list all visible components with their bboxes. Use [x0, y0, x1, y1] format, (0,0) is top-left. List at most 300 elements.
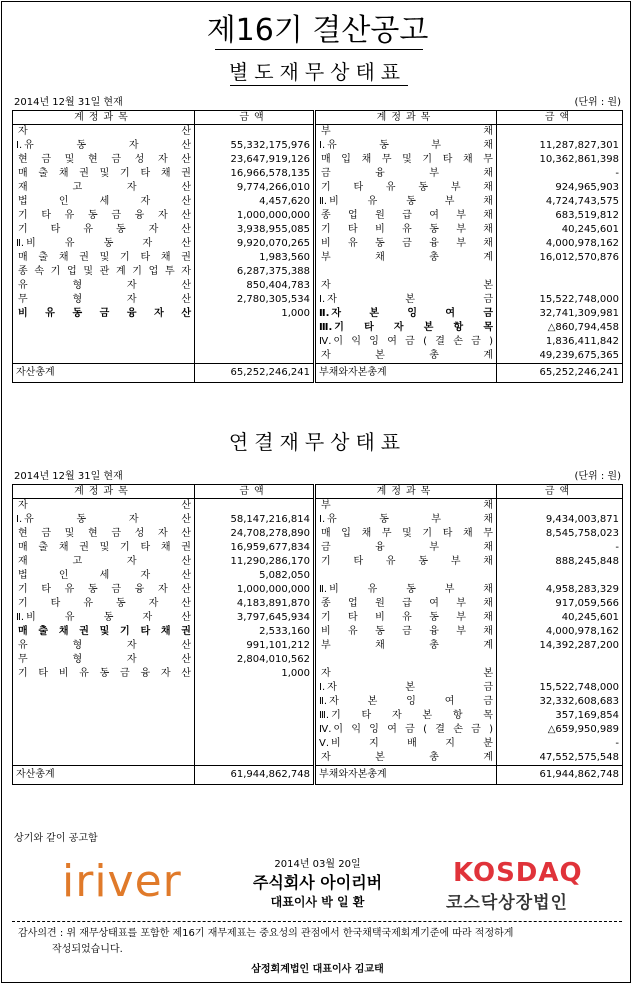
amount-cell: 32,741,309,981: [539, 308, 619, 319]
divider: [12, 921, 622, 922]
amount-cell: [195, 335, 315, 349]
table-row: [13, 293, 623, 307]
roman-numeral: Ⅰ.: [319, 140, 326, 151]
roman-numeral: Ⅳ.: [319, 724, 332, 735]
roman-numeral: Ⅰ.: [319, 294, 326, 305]
roman-numeral: Ⅴ.: [319, 738, 330, 749]
separate-unit: (단위 : 원): [574, 97, 621, 108]
account-label: 종 업 원 급 여 부 채: [321, 210, 493, 221]
table-row: [13, 541, 623, 555]
audit-opinion: [18, 926, 608, 958]
table-row: [13, 737, 623, 751]
account-label: 비 유 동 부 채: [329, 196, 493, 207]
total-label-text: 부 채 와 자 본 총 계: [319, 769, 387, 780]
account-label: 현 금 및 현 금 성 자 산: [18, 154, 191, 165]
table-row: [13, 279, 623, 293]
account-cell: [315, 209, 497, 223]
account-label: 비 유 동 금 융 부 채: [321, 626, 493, 637]
table-row: [13, 265, 623, 279]
amount-cell: 6,287,375,388: [195, 265, 315, 279]
account-cell: [13, 625, 195, 639]
account-label: 비 유 동 금 융 자 산: [18, 308, 191, 319]
audit-opinion-line: 작성되었습니다.: [52, 944, 123, 955]
account-label: 매 입 채 무 및 기 타 채 무: [321, 154, 493, 165]
account-label: 매 출 채 권 및 기 타 채 권: [18, 168, 191, 179]
account-label: 비 유 동 자 산: [26, 612, 191, 623]
account-cell: [315, 541, 497, 555]
account-cell: [13, 611, 195, 625]
amount-cell: [497, 653, 623, 667]
account-cell: [315, 667, 497, 681]
account-label: 자 본 금: [327, 682, 493, 693]
account-cell: [13, 597, 195, 611]
account-cell: [13, 639, 195, 653]
account-label: 재 고 자 산: [18, 182, 191, 193]
amount-cell: 9,434,003,871: [545, 514, 619, 525]
amount-cell: 4,183,891,870: [195, 597, 315, 611]
total-label-text: 자 산 총 계: [16, 769, 55, 780]
account-cell: [315, 513, 497, 527]
amount-cell: 4,724,743,575: [545, 196, 619, 207]
account-cell: [13, 279, 195, 293]
header-amount: 금액: [497, 111, 623, 125]
kosdaq-logo: KOSDAQ: [453, 858, 583, 888]
total-amount: 65,252,246,241: [497, 364, 623, 383]
account-label: 자 본 금: [327, 294, 493, 305]
account-label: 기 타 자 본 항 목: [331, 710, 493, 721]
account-label: 자 본 잉 여 금: [329, 696, 493, 707]
account-cell: [13, 555, 195, 569]
account-label: 이 익 잉 여 금 ( 결 손 금 ): [333, 336, 493, 347]
account-cell: [13, 335, 195, 349]
amount-cell: 10,362,861,398: [539, 154, 619, 165]
account-label: 비 유 동 부 채: [329, 584, 493, 595]
account-cell: [315, 251, 497, 265]
amount-cell: 1,000: [195, 307, 315, 321]
amount-cell: 23,647,919,126: [195, 153, 315, 167]
amount-cell: 888,245,848: [555, 556, 619, 567]
amount-cell: [497, 667, 623, 681]
account-label: 유 형 자 산: [18, 640, 191, 651]
consolidated-balance-table: [12, 484, 623, 785]
total-row: [13, 364, 623, 383]
total-amount: 61,944,862,748: [195, 766, 315, 785]
amount-cell: 924,965,903: [555, 182, 619, 193]
table-row: [13, 499, 623, 514]
account-cell: [315, 307, 497, 321]
table-row: [13, 667, 623, 681]
amount-cell: 47,552,575,548: [539, 752, 619, 763]
table-row: [13, 695, 623, 709]
account-cell: [315, 335, 497, 349]
account-cell: [13, 499, 195, 514]
account-cell: [315, 737, 497, 751]
amount-cell: [195, 681, 315, 695]
account-cell: [315, 723, 497, 737]
amount-cell: [195, 499, 315, 514]
account-label: 기 타 유 동 자 산: [18, 598, 191, 609]
account-cell: [13, 321, 195, 335]
account-cell: [315, 293, 497, 307]
account-label: 유 동 자 산: [24, 140, 191, 151]
company-name: 주식회사 아이리버: [252, 873, 383, 892]
amount-cell: 16,012,570,876: [539, 252, 619, 263]
amount-cell: 850,404,783: [195, 279, 315, 293]
amount-cell: 11,287,827,301: [539, 140, 619, 151]
header-account: 계정과목: [315, 485, 497, 499]
amount-cell: [195, 751, 315, 765]
roman-numeral: Ⅱ.: [16, 612, 25, 623]
account-label: 비 지 배 지 분: [331, 738, 493, 749]
table-row: [13, 653, 623, 667]
separate-balance-table: [12, 110, 623, 383]
amount-cell: 14,392,287,200: [539, 640, 619, 651]
amount-cell: 3,938,955,085: [195, 223, 315, 237]
account-cell: [13, 569, 195, 583]
ceo-name: 대표이사 박 일 환: [270, 895, 365, 909]
account-label: 재 고 자 산: [18, 556, 191, 567]
account-label: 이 익 잉 여 금 ( 결 손 금 ): [333, 724, 493, 735]
account-label: 자 본 총 계: [321, 350, 493, 361]
roman-numeral: Ⅲ.: [319, 322, 333, 333]
account-label: 자 산: [18, 126, 191, 137]
account-cell: [315, 279, 497, 293]
amount-cell: -: [615, 542, 619, 553]
amount-cell: 2,804,010,562: [195, 653, 315, 667]
amount-cell: -: [615, 168, 619, 179]
account-cell: [315, 653, 497, 667]
account-cell: [13, 695, 195, 709]
amount-cell: 683,519,812: [555, 210, 619, 221]
account-cell: [13, 167, 195, 181]
table-row: [13, 321, 623, 335]
amount-cell: [195, 349, 315, 363]
amount-cell: [497, 265, 623, 279]
account-label: 매 입 채 무 및 기 타 채 무: [321, 528, 493, 539]
amount-cell: 3,797,645,934: [195, 611, 315, 625]
account-label: 부 채 총 계: [321, 252, 493, 263]
amount-cell: 5,082,050: [195, 569, 315, 583]
table-row: [13, 209, 623, 223]
roman-numeral: Ⅱ.: [319, 308, 330, 319]
account-cell: [315, 751, 497, 765]
account-cell: [13, 265, 195, 279]
account-label: 기 타 유 동 자 산: [18, 224, 191, 235]
account-cell: [13, 139, 195, 153]
account-cell: [315, 527, 497, 541]
account-cell: [315, 237, 497, 251]
table-row: [13, 167, 623, 181]
roman-numeral: Ⅰ.: [319, 682, 326, 693]
account-label: 법 인 세 자 산: [18, 196, 191, 207]
account-cell: [315, 569, 497, 583]
amount-cell: [195, 125, 315, 140]
table-header-row: [13, 111, 623, 125]
account-label: 부 채 총 계: [321, 640, 493, 651]
amount-cell: [195, 737, 315, 751]
amount-cell: 991,101,212: [195, 639, 315, 653]
account-label: 기 타 유 동 부 채: [321, 182, 493, 193]
amount-cell: 357,169,854: [555, 710, 619, 721]
roman-numeral: Ⅱ.: [16, 238, 25, 249]
account-label: 금 융 부 채: [321, 168, 493, 179]
roman-numeral: Ⅱ.: [319, 696, 328, 707]
account-cell: [315, 181, 497, 195]
account-label: 금 융 부 채: [321, 542, 493, 553]
amount-cell: 9,774,266,010: [195, 181, 315, 195]
amount-cell: [195, 695, 315, 709]
table-row: [13, 751, 623, 765]
amount-cell: 40,245,601: [561, 224, 619, 235]
table-row: [13, 125, 623, 140]
table-row: [13, 223, 623, 237]
total-amount: 65,252,246,241: [195, 364, 315, 383]
amount-cell: 2,780,305,534: [195, 293, 315, 307]
account-cell: [13, 251, 195, 265]
account-cell: [13, 209, 195, 223]
table-header-row: [13, 485, 623, 499]
total-label: [315, 766, 497, 785]
account-cell: [315, 125, 497, 140]
account-label: 유 동 부 채: [327, 514, 493, 525]
account-label: 자 본: [321, 668, 493, 679]
account-cell: [315, 709, 497, 723]
account-label: 자 산: [18, 500, 191, 511]
account-label: 유 동 부 채: [327, 140, 493, 151]
account-cell: [13, 293, 195, 307]
auditor-name: 삼정회계법인 대표이사 김교태: [251, 964, 384, 975]
header-amount: 금액: [195, 485, 315, 499]
amount-cell: 15,522,748,000: [539, 294, 619, 305]
amount-cell: 4,457,620: [195, 195, 315, 209]
account-label: 무 형 자 산: [18, 294, 191, 305]
amount-cell: △659,950,989: [547, 724, 619, 735]
account-label: 매 출 채 권 및 기 타 채 권: [18, 542, 191, 553]
table-row: [13, 153, 623, 167]
amount-cell: 917,059,566: [555, 598, 619, 609]
account-cell: [315, 167, 497, 181]
amount-cell: 1,983,560: [195, 251, 315, 265]
header-account: 계정과목: [13, 485, 195, 499]
table-row: [13, 139, 623, 153]
amount-cell: -: [615, 738, 619, 749]
account-cell: [315, 625, 497, 639]
account-label: 매 출 채 권 및 기 타 채 권: [18, 626, 191, 637]
table-row: [13, 335, 623, 349]
account-cell: [315, 321, 497, 335]
table-row: [13, 527, 623, 541]
table-row: [13, 251, 623, 265]
account-cell: [13, 181, 195, 195]
account-label: 현 금 및 현 금 성 자 산: [18, 528, 191, 539]
account-cell: [13, 667, 195, 681]
amount-cell: 40,245,601: [561, 612, 619, 623]
table-row: [13, 181, 623, 195]
table-row: [13, 307, 623, 321]
account-cell: [13, 349, 195, 363]
table-row: [13, 625, 623, 639]
amount-cell: [195, 723, 315, 737]
amount-cell: 4,000,978,162: [545, 626, 619, 637]
account-label: 기 타 자 본 항 목: [334, 322, 493, 333]
account-cell: [13, 751, 195, 765]
account-cell: [13, 307, 195, 321]
table-row: [13, 583, 623, 597]
account-label: 유 동 자 산: [24, 514, 191, 525]
notice-text: 상기와 같이 공고함: [14, 833, 98, 844]
table-row: [13, 723, 623, 737]
account-cell: [315, 153, 497, 167]
account-cell: [315, 555, 497, 569]
kosdaq-subtitle: 코스닥상장법인: [446, 893, 568, 913]
amount-cell: 4,000,978,162: [545, 238, 619, 249]
account-label: 법 인 세 자 산: [18, 570, 191, 581]
amount-cell: 32,332,608,683: [539, 696, 619, 707]
account-cell: [315, 695, 497, 709]
account-label: 종 속 기 업 및 관 계 기 업 투 자: [18, 266, 191, 277]
account-label: 자 본 잉 여 금: [331, 308, 493, 319]
separate-date: 2014년 12월 31일 현재: [14, 97, 123, 108]
amount-cell: 1,000,000,000: [195, 583, 315, 597]
total-label: [315, 364, 497, 383]
account-cell: [315, 681, 497, 695]
amount-cell: 16,959,677,834: [195, 541, 315, 555]
amount-cell: 55,332,175,976: [195, 139, 315, 153]
amount-cell: 1,836,411,842: [545, 336, 619, 347]
account-label: 유 형 자 산: [18, 280, 191, 291]
amount-cell: [497, 499, 623, 514]
account-cell: [13, 723, 195, 737]
roman-numeral: Ⅰ.: [319, 514, 326, 525]
amount-cell: 4,958,283,329: [545, 584, 619, 595]
amount-cell: 49,239,675,365: [539, 350, 619, 361]
roman-numeral: Ⅱ.: [319, 196, 328, 207]
account-cell: [13, 237, 195, 251]
amount-cell: 11,290,286,170: [195, 555, 315, 569]
account-cell: [315, 349, 497, 363]
amount-cell: 2,533,160: [195, 625, 315, 639]
total-label: [13, 364, 195, 383]
table-row: [13, 681, 623, 695]
table-row: [13, 349, 623, 363]
account-label: 무 형 자 산: [18, 654, 191, 665]
account-cell: [13, 737, 195, 751]
amount-cell: [497, 279, 623, 293]
account-cell: [315, 499, 497, 514]
account-cell: [13, 125, 195, 140]
amount-cell: 1,000,000,000: [195, 209, 315, 223]
amount-cell: 16,966,578,135: [195, 167, 315, 181]
total-row: [13, 766, 623, 785]
header-account: 계정과목: [315, 111, 497, 125]
account-label: 기 타 유 동 부 채: [321, 556, 493, 567]
amount-cell: 1,000: [195, 667, 315, 681]
total-amount: 61,944,862,748: [497, 766, 623, 785]
consolidated-unit: (단위 : 원): [574, 471, 621, 482]
roman-numeral: Ⅰ.: [16, 140, 23, 151]
account-cell: [13, 583, 195, 597]
total-label-text: 부 채 와 자 본 총 계: [319, 367, 387, 378]
account-cell: [315, 265, 497, 279]
account-cell: [13, 153, 195, 167]
account-label: 기 타 유 동 금 융 자 산: [18, 584, 191, 595]
account-label: 자 본 총 계: [321, 752, 493, 763]
amount-cell: 8,545,758,023: [545, 528, 619, 539]
table-row: [13, 513, 623, 527]
table-row: [13, 639, 623, 653]
table-row: [13, 569, 623, 583]
amount-cell: [497, 125, 623, 140]
roman-numeral: Ⅲ.: [319, 710, 330, 721]
amount-cell: [497, 569, 623, 583]
amount-cell: 24,708,278,890: [195, 527, 315, 541]
separate-title-underline: [230, 85, 408, 86]
account-cell: [13, 541, 195, 555]
audit-opinion-line: 감사의견 : 위 재무상태표를 포함한 제16기 재무제표는 중요성의 관점에서 한국채택국제회계기준에 따라 적정하게: [18, 928, 514, 939]
account-cell: [315, 195, 497, 209]
header-amount: 금액: [195, 111, 315, 125]
account-label: 부 채: [321, 500, 493, 511]
consolidated-date: 2014년 12월 31일 현재: [14, 471, 123, 482]
account-label: 기 타 비 유 동 금 융 자 산: [18, 668, 191, 679]
account-label: 비 유 동 금 융 부 채: [321, 238, 493, 249]
table-row: [13, 195, 623, 209]
account-label: 기 타 비 유 동 부 채: [321, 224, 493, 235]
sign-date: 2014년 03월 20일: [274, 859, 361, 870]
amount-cell: [195, 321, 315, 335]
account-cell: [13, 709, 195, 723]
table-row: [13, 597, 623, 611]
account-cell: [13, 223, 195, 237]
title-underline: [215, 49, 423, 50]
account-label: 기 타 유 동 금 융 자 산: [18, 210, 191, 221]
account-label: 종 업 원 급 여 부 채: [321, 598, 493, 609]
header-amount: 금액: [497, 485, 623, 499]
account-cell: [315, 223, 497, 237]
roman-numeral: Ⅱ.: [319, 584, 328, 595]
amount-cell: 9,920,070,265: [195, 237, 315, 251]
table-row: [13, 555, 623, 569]
account-cell: [315, 139, 497, 153]
roman-numeral: Ⅳ.: [319, 336, 332, 347]
table-row: [13, 611, 623, 625]
roman-numeral: Ⅰ.: [16, 514, 23, 525]
account-cell: [13, 681, 195, 695]
account-cell: [13, 527, 195, 541]
page-title: 제16기 결산공고: [206, 13, 429, 48]
account-cell: [315, 597, 497, 611]
account-label: 비 유 동 자 산: [26, 238, 191, 249]
account-cell: [13, 513, 195, 527]
table-row: [13, 237, 623, 251]
account-cell: [315, 611, 497, 625]
account-label: 매 출 채 권 및 기 타 채 권: [18, 252, 191, 263]
separate-title: 별도재무상태표: [228, 60, 407, 84]
account-label: 기 타 비 유 동 부 채: [321, 612, 493, 623]
account-label: 부 채: [321, 126, 493, 137]
header-account: 계정과목: [13, 111, 195, 125]
consolidated-title: 연결재무상태표: [228, 430, 407, 454]
table-row: [13, 709, 623, 723]
amount-cell: 15,522,748,000: [539, 682, 619, 693]
total-label-text: 자 산 총 계: [16, 367, 55, 378]
total-label: [13, 766, 195, 785]
amount-cell: △860,794,458: [547, 322, 619, 333]
account-cell: [315, 639, 497, 653]
amount-cell: 58,147,216,814: [195, 513, 315, 527]
account-cell: [315, 583, 497, 597]
amount-cell: [195, 709, 315, 723]
